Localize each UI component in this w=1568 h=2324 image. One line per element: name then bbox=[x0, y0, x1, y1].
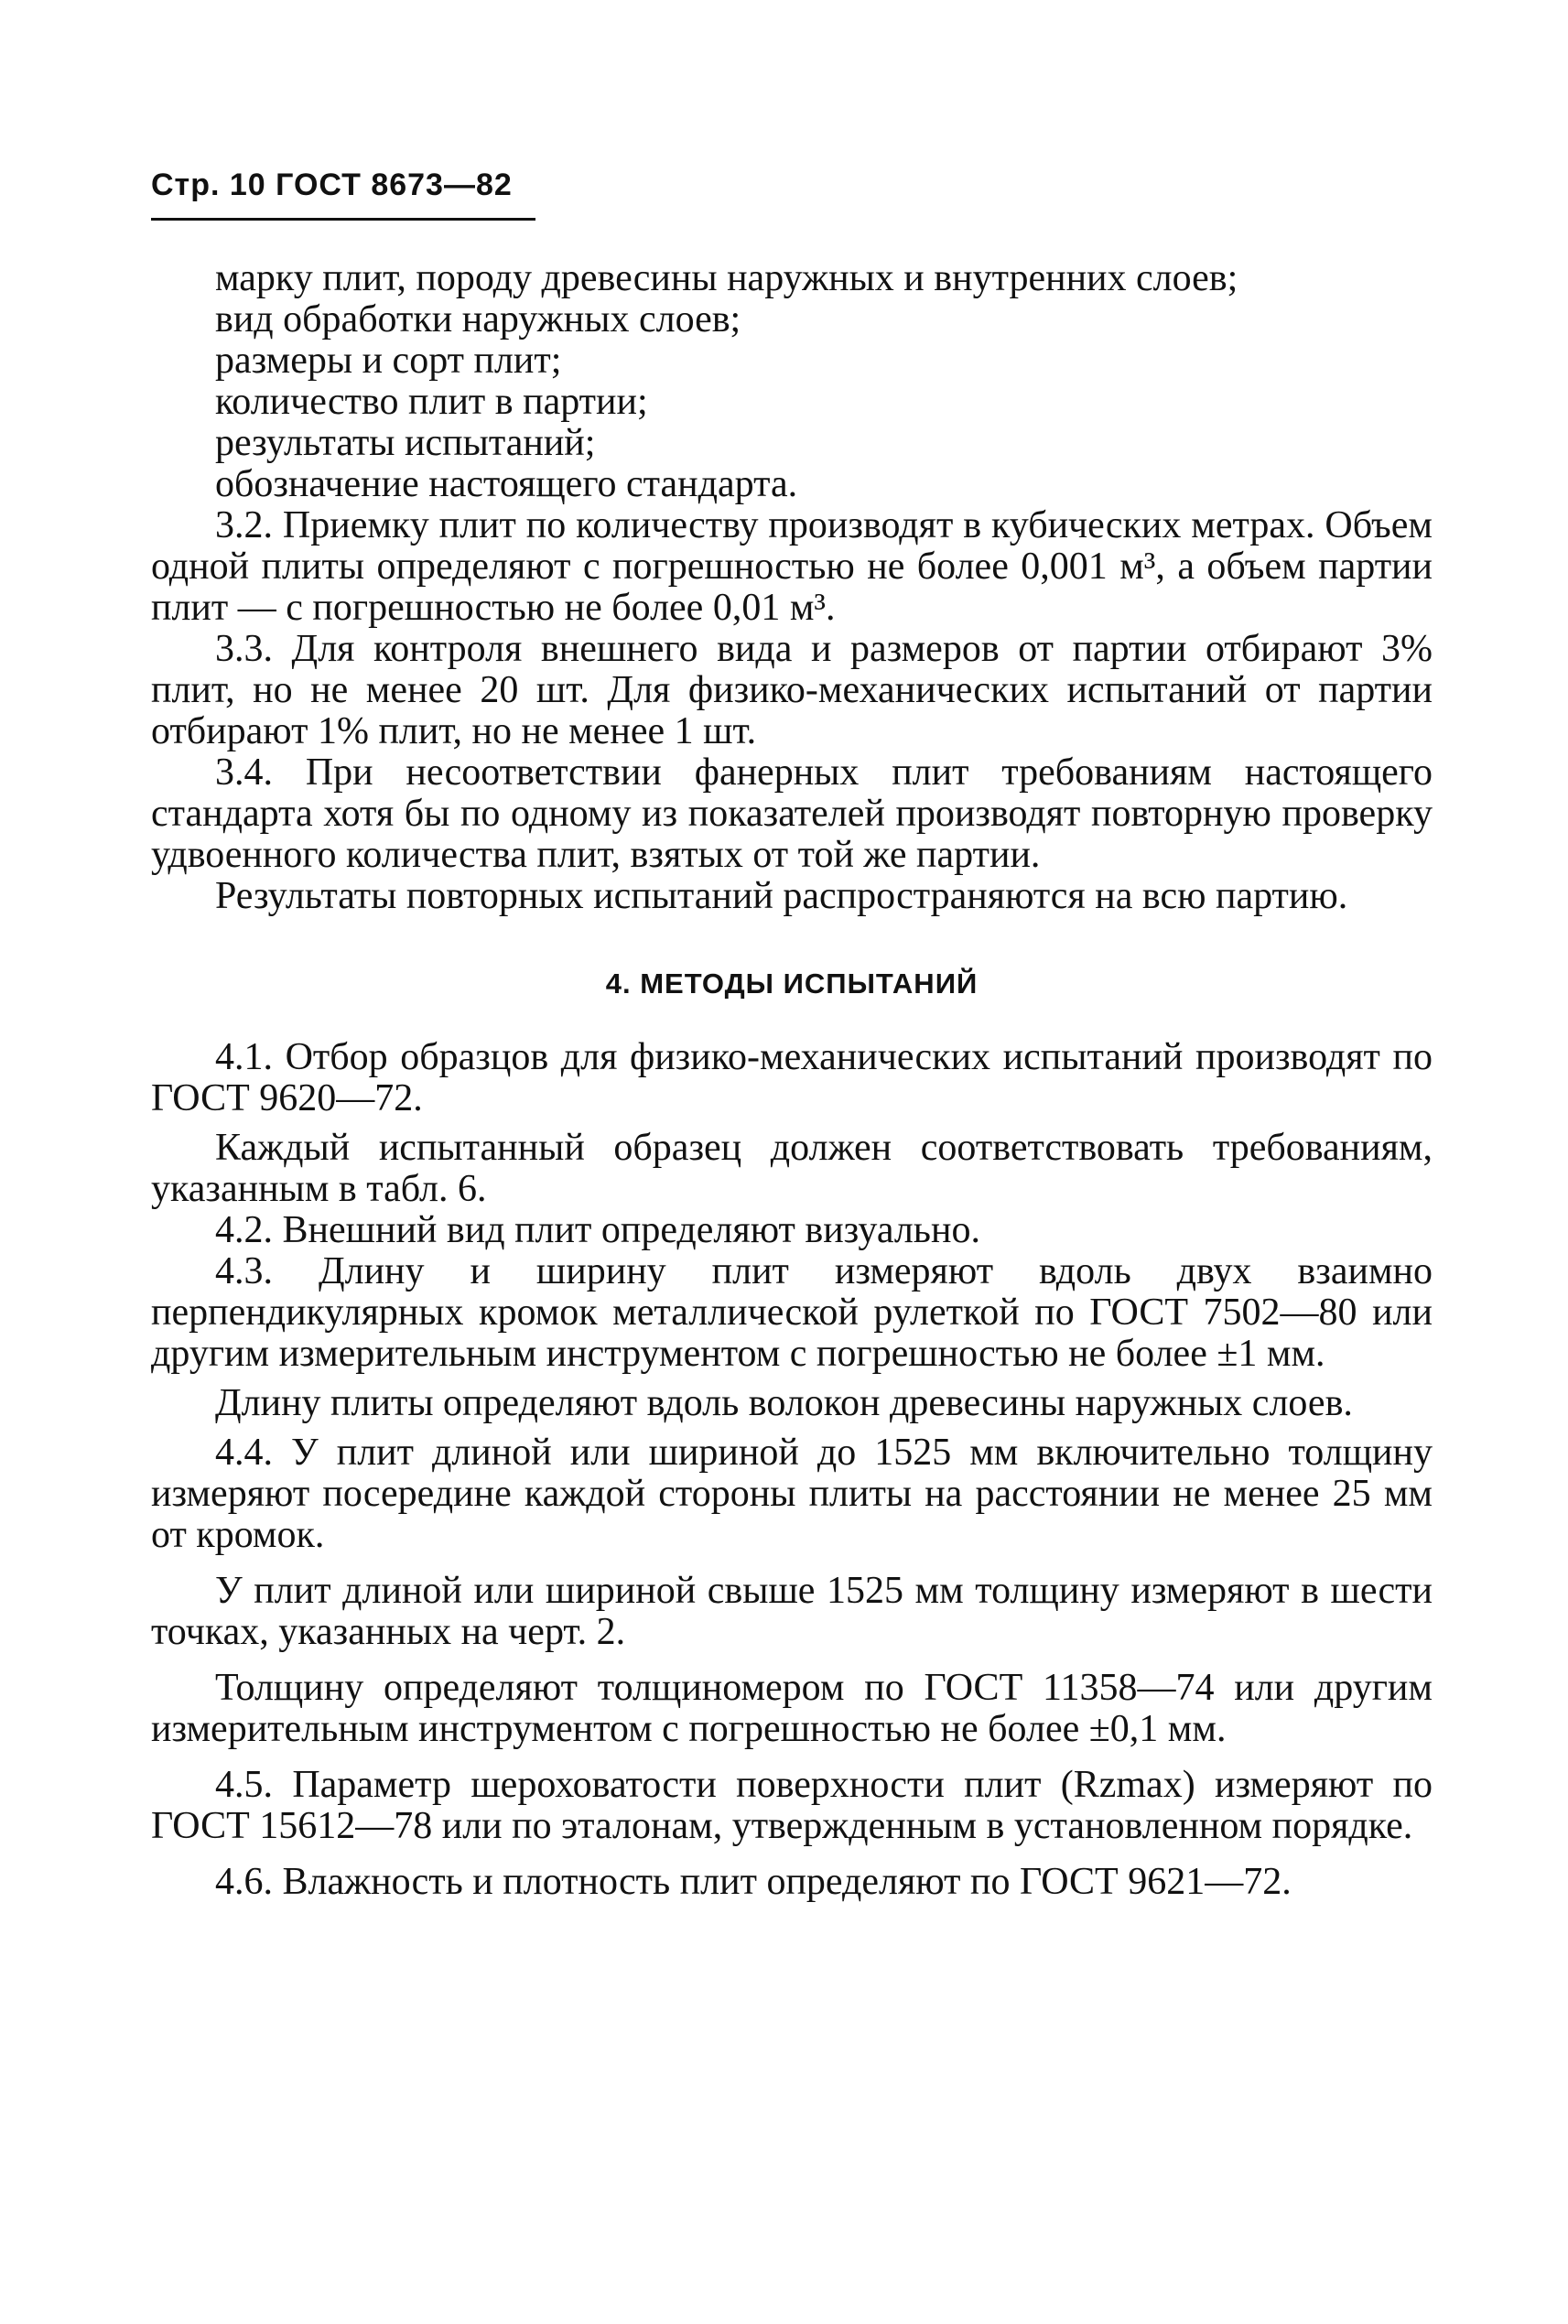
list-item: марку плит, породу древесины наружных и внутренних слоев; bbox=[215, 257, 1238, 299]
paragraph-3-3: 3.3. Для контроля внешнего вида и размеров от партии отбирают 3% плит, но не менее 20 шт. Для физико-механических испытаний от партии отбирают 1% плит, но не менее 1 шт. bbox=[151, 628, 1433, 752]
paragraph-4-6: 4.6. Влажность и плотность плит определяют по ГОСТ 9621—72. bbox=[215, 1861, 1292, 1903]
paragraph-4-3: 4.3. Длину и ширину плит измеряют вдоль двух взаимно перпендикулярных кромок металлической рулеткой по ГОСТ 7502—80 или другим измерительным инструментом с погрешностью не более ±1 мм. bbox=[151, 1250, 1433, 1375]
list-item: размеры и сорт плит; bbox=[215, 340, 562, 382]
paragraph-4-4-thickness: Толщину определяют толщиномером по ГОСТ 11358—74 или другим измерительным инструментом с погрешностью не более ±0,1 мм. bbox=[151, 1667, 1433, 1750]
paragraph-4-5: 4.5. Параметр шероховатости поверхности плит (Rzmax) измеряют по ГОСТ 15612—78 или по эталонам, утвержденным в установленном порядке. bbox=[151, 1764, 1433, 1847]
list-item: результаты испытаний; bbox=[215, 422, 596, 464]
paragraph-4-1-requirements: Каждый испытанный образец должен соответствовать требованиям, указанным в табл. 6. bbox=[151, 1127, 1433, 1210]
paragraph-4-2: 4.2. Внешний вид плит определяют визуально. bbox=[215, 1209, 980, 1251]
paragraph-4-1: 4.1. Отбор образцов для физико-механических испытаний производят по ГОСТ 9620—72. bbox=[151, 1036, 1433, 1119]
paragraph-3-4-results: Результаты повторных испытаний распространяются на всю партию. bbox=[215, 875, 1348, 917]
body-text bbox=[151, 258, 1433, 1903]
list-item: количество плит в партии; bbox=[215, 381, 648, 423]
list-item: вид обработки наружных слоев; bbox=[215, 298, 741, 340]
section-4-title: 4. МЕТОДЫ ИСПЫТАНИЙ bbox=[605, 967, 979, 1000]
paragraph-3-4: 3.4. При несоответствии фанерных плит требованиям настоящего стандарта хотя бы по одному из показателей производят повторную проверку удвоенного количества плит, взятых от той же партии. bbox=[151, 751, 1433, 876]
header-rule bbox=[151, 218, 535, 221]
list-item: обозначение настоящего стандарта. bbox=[215, 463, 798, 505]
paragraph-4-4: 4.4. У плит длиной или шириной до 1525 мм включительно толщину измеряют посередине каждой стороны плиты на расстоянии не менее 25 мм от кромок. bbox=[151, 1432, 1433, 1556]
paragraph-4-4-large-plates: У плит длиной или шириной свыше 1525 мм толщину измеряют в шести точках, указанных на черт. 2. bbox=[151, 1570, 1433, 1653]
running-head: Стр. 10 ГОСТ 8673—82 bbox=[151, 168, 513, 202]
paragraph-4-3-length: Длину плиты определяют вдоль волокон древесины наружных слоев. bbox=[215, 1382, 1353, 1424]
paragraph-3-2: 3.2. Приемку плит по количеству производят в кубических метрах. Объем одной плиты определяют с погрешностью не более 0,001 м³, а объем партии плит — с погрешностью не более 0,01 м³. bbox=[151, 504, 1433, 629]
